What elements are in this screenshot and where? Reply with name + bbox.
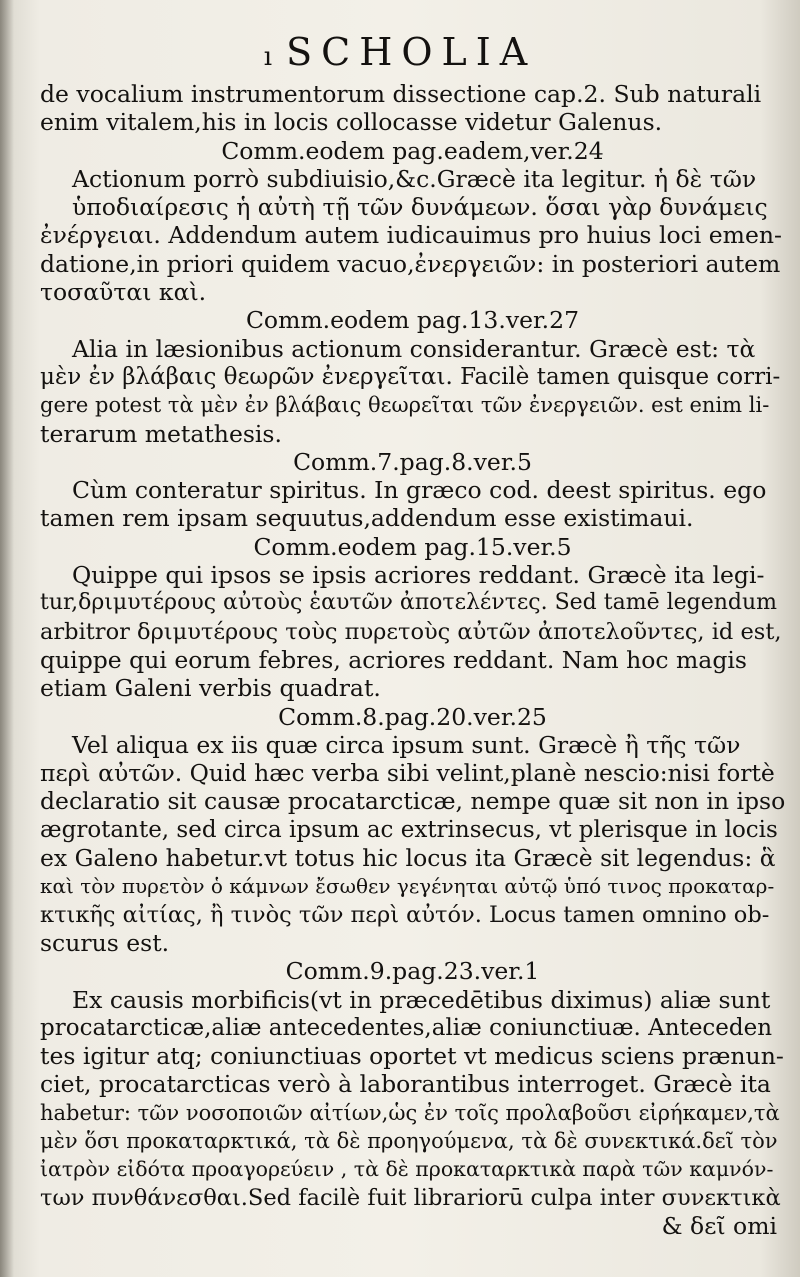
greek-line: ὑποδιαίρεσις ἡ αὐτὴ τῇ τῶν δυνάμεων. ὅσαι γὰρ δυνάμεις [72,193,768,222]
running-head-mark: ı [263,42,273,72]
text-line: Vel aliqua ex iis quæ circa ipsum sunt. Græcè ἢ τῆς τῶν [72,730,741,759]
gutter-shadow [0,0,14,1277]
text-line: de vocalium instrumentorum dissectione cap.2. Sub naturali [40,80,762,108]
section-heading: Comm.9.pag.23.ver.1 [285,957,540,986]
text-line: datione,in priori quidem vacuo,ἐνεργειῶν: in posteriori autem [40,249,781,278]
text-line: μὲν ἐν βλάβαις θεωρῶν ἐνεργεῖται. Facilè tamen quisque corri- [40,363,781,390]
text-line: tamen rem ipsam sequutus,addendum esse existimaui. [40,504,694,533]
text-line: περὶ αὐτῶν. Quid hæc verba sibi velint,planè nescio:nisi fortè [40,759,775,788]
text-line: procatarcticæ,aliæ antecedentes,aliæ coniunctiuæ. Anteceden [40,1014,773,1041]
text-line: ciet, procatarcticas verò à laborantibus interroget. Græcè ita [40,1070,771,1099]
section-heading: Comm.eodem pag.eadem,ver.24 [221,136,604,165]
text-line: κτικῆς αἰτίας, ἢ τινὸς τῶν περὶ αὐτόν. Locus tamen omnino ob- [40,901,770,928]
text-line: ægrotante, sed circa ipsum ac extrinsecus, vt plerisque in locis [40,816,778,843]
running-head-title: SCHOLIA [286,30,537,74]
text-line: των πυνθάνεσθαι.Sed facilè fuit librariorū culpa inter συνεκτικὰ [40,1184,781,1211]
text-line: declaratio sit causæ procatarcticæ, nempe quæ sit non in ipso [40,787,786,816]
section-heading: Comm.eodem pag.13.ver.27 [245,306,580,335]
text-line: Quippe qui ipsos se ipsis acriores reddant. Græcè ita legi- [72,561,765,590]
text-line: enim vitalem,his in locis collocasse videtur Galenus. [40,108,663,137]
text-line: ex Galeno habetur.vt totus hic locus ita Græcè sit legendus: ἃ [40,844,776,873]
text-line: Cùm conteratur spiritus. In græco cod. deest spiritus. ego [72,476,767,505]
greek-line: ἰατρὸν εἰδότα προαγορεύειν , τὰ δὲ προκαταρκτικὰ παρὰ τῶν καμνόν- [40,1157,774,1182]
text-body [40,80,785,1240]
catchword: & δεῖ omi [661,1211,777,1240]
text-line: terarum metathesis. [40,419,282,448]
section-heading: Comm.8.pag.20.ver.25 [278,702,547,731]
text-line: etiam Galeni verbis quadrat. [40,674,381,703]
text-line: Actionum porrò subdiuisio,&c.Græcè ita legitur. ἡ δὲ τῶν [72,164,757,193]
text-line: gere potest τὰ μὲν ἐν βλάβαις θεωρεῖται τῶν ἐνεργειῶν. est enim li- [40,393,770,418]
text-line: tes igitur atq; coniunctiuas oportet vt medicus sciens prænun- [40,1042,784,1071]
text-line: ἐνέργειαι. Addendum autem iudicauimus pro huius loci emen- [40,221,782,250]
section-heading: Comm.eodem pag.15.ver.5 [253,532,572,561]
text-line: scurus est. [40,928,170,957]
greek-line: μὲν ὅσι προκαταρκτικά, τὰ δὲ προηγούμενα, τὰ δὲ συνεκτικά.δεῖ τὸν [40,1128,778,1153]
greek-line: καὶ τὸν πυρετὸν ὁ κάμνων ἔσωθεν γεγένηται αὐτῷ ὑπό τινος προκαταρ- [40,874,775,899]
text-line: Alia in læsionibus actionum considerantur. Græcè est: τὰ [72,334,756,363]
text-line: tur,δριμυτέρους αὐτοὺς ἑαυτῶν ἀποτελέντες. Sed tamē legendum [40,590,778,616]
text-line: habetur: τῶν νοσοποιῶν αἰτίων,ὡς ἐν τοῖς προλαβοῦσι εἰρήκαμεν,τὰ [40,1100,780,1125]
greek-line: τοσαῦται καὶ. [40,278,207,307]
section-heading: Comm.7.pag.8.ver.5 [293,447,532,476]
text-line: Ex causis morbificis(vt in præcedētibus diximus) aliæ sunt [72,985,771,1014]
running-head [0,24,800,80]
text-line: arbitror δριμυτέρους τοὺς πυρετοὺς αὐτῶν ἀποτελοῦντες, id est, [40,618,782,645]
text-line: quippe qui eorum febres, acriores reddant. Nam hoc magis [40,645,747,674]
